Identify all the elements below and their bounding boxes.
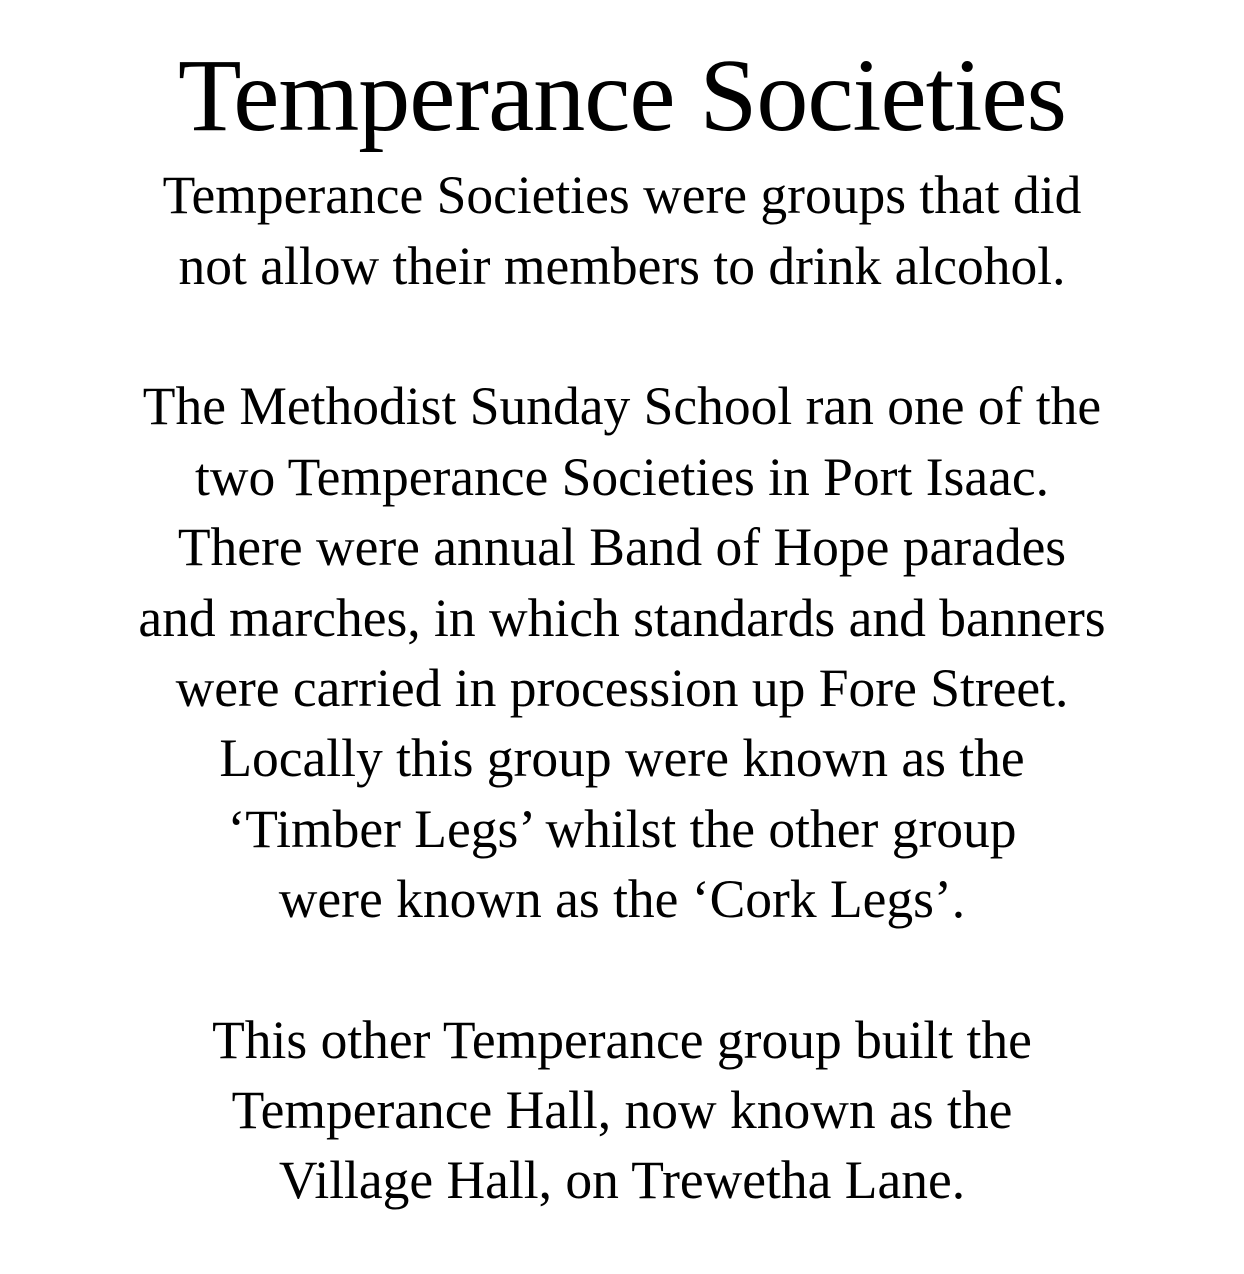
text-line: and marches, in which standards and banners (138, 587, 1106, 648)
paragraph-temperance-hall (0, 1005, 1244, 1216)
text-line: not allow their members to drink alcohol. (178, 235, 1066, 296)
text-line: This other Temperance group built the (212, 1009, 1032, 1070)
text-line: Village Hall, on Trewetha Lane. (278, 1150, 966, 1211)
text-line: Temperance Societies were groups that did (162, 165, 1082, 226)
paragraph-methodist (0, 371, 1244, 934)
page-title: Temperance Societies (177, 38, 1067, 153)
text-line: Temperance Hall, now known as the (231, 1079, 1013, 1140)
text-line: The Methodist Sunday School ran one of the (142, 376, 1102, 437)
text-line: were carried in procession up Fore Street. (175, 657, 1069, 718)
text-line: ‘Timber Legs’ whilst the other group (227, 798, 1017, 859)
text-line: Locally this group were known as the (219, 728, 1025, 789)
text-line: There were annual Band of Hope parades (177, 517, 1067, 578)
text-line: were known as the ‘Cork Legs’. (278, 869, 966, 930)
text-line: two Temperance Societies in Port Isaac. (195, 446, 1049, 507)
paragraph-definition (0, 160, 1244, 301)
